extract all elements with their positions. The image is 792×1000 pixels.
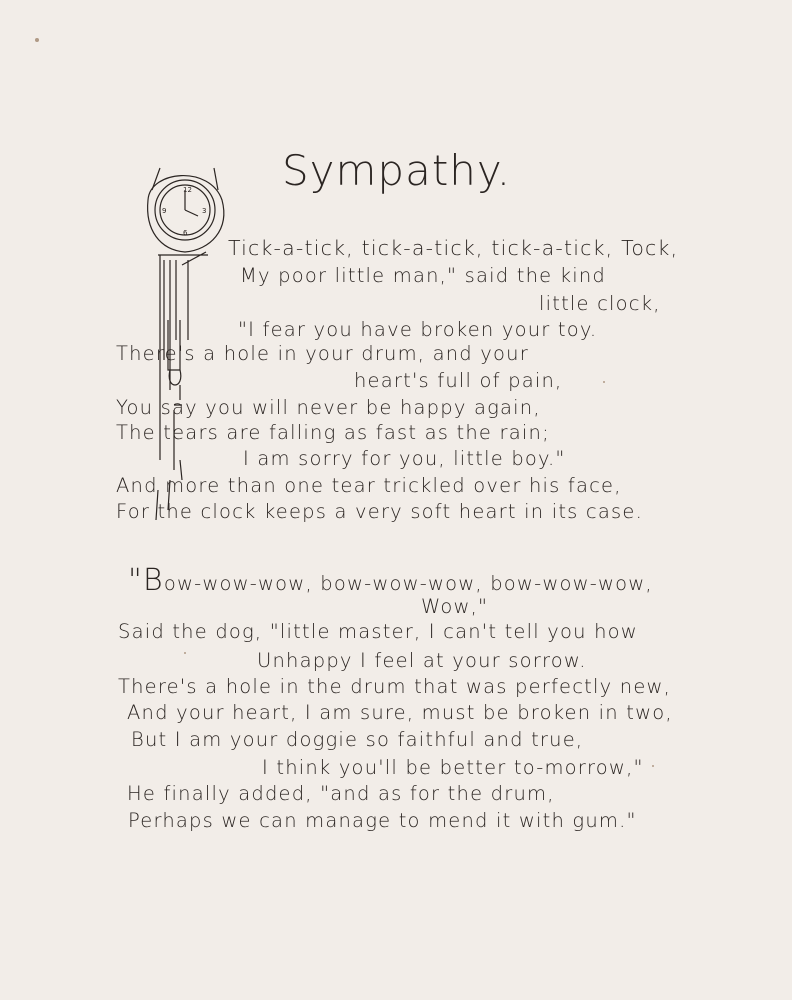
stanza2-line-5: There's a hole in the drum that was perfectly new, bbox=[118, 675, 672, 698]
stanza1-line-7: You say you will never be happy again, bbox=[116, 396, 541, 419]
stanza2-line-10: Perhaps we can manage to mend it with gum." bbox=[128, 809, 637, 832]
stanza1-line-8: The tears are falling as fast as the rain; bbox=[116, 421, 550, 444]
stanza2-line-3: Said the dog, "little master, I can't tell you how bbox=[118, 620, 638, 643]
paper-speck bbox=[184, 652, 186, 654]
stanza2-line-8: I think you'll be better to-morrow," bbox=[262, 756, 644, 779]
stanza2-line-1-text: ow-wow-wow, bow-wow-wow, bow-wow-wow, bbox=[163, 572, 653, 595]
svg-text:9: 9 bbox=[162, 207, 167, 215]
svg-text:6: 6 bbox=[183, 229, 188, 237]
stanza1-line-5: There's a hole in your drum, and your bbox=[116, 342, 529, 365]
stanza2-line-7: But I am your doggie so faithful and true, bbox=[131, 728, 584, 751]
poem-title: Sympathy. bbox=[282, 146, 512, 195]
stanza1-line-4: "I fear you have broken your toy. bbox=[238, 318, 598, 341]
stanza2-line-1 bbox=[128, 563, 653, 598]
drop-cap: "B bbox=[128, 563, 164, 598]
stanza1-line-6: heart's full of pain, bbox=[354, 369, 563, 392]
stanza2-line-6: And your heart, I am sure, must be broken in two, bbox=[127, 701, 673, 724]
stanza1-line-11: For the clock keeps a very soft heart in its case. bbox=[116, 500, 643, 523]
paper-speck bbox=[603, 381, 605, 383]
stanza1-line-3: little clock, bbox=[539, 292, 661, 315]
svg-text:3: 3 bbox=[202, 207, 207, 215]
paper-speck bbox=[35, 38, 39, 42]
stanza2-line-4: Unhappy I feel at your sorrow. bbox=[257, 649, 587, 672]
stanza2-line-2: Wow," bbox=[421, 595, 489, 618]
paper-speck bbox=[652, 765, 654, 767]
svg-text:12: 12 bbox=[183, 186, 192, 194]
stanza1-line-9: I am sorry for you, little boy." bbox=[243, 447, 566, 470]
stanza2-line-9: He finally added, "and as for the drum, bbox=[127, 782, 555, 805]
stanza1-line-2: My poor little man," said the kind bbox=[240, 264, 606, 287]
stanza1-line-1: Tick-a-tick, tick-a-tick, tick-a-tick, Tock, bbox=[228, 236, 679, 260]
stanza1-line-10: And more than one tear trickled over his face, bbox=[116, 474, 622, 497]
